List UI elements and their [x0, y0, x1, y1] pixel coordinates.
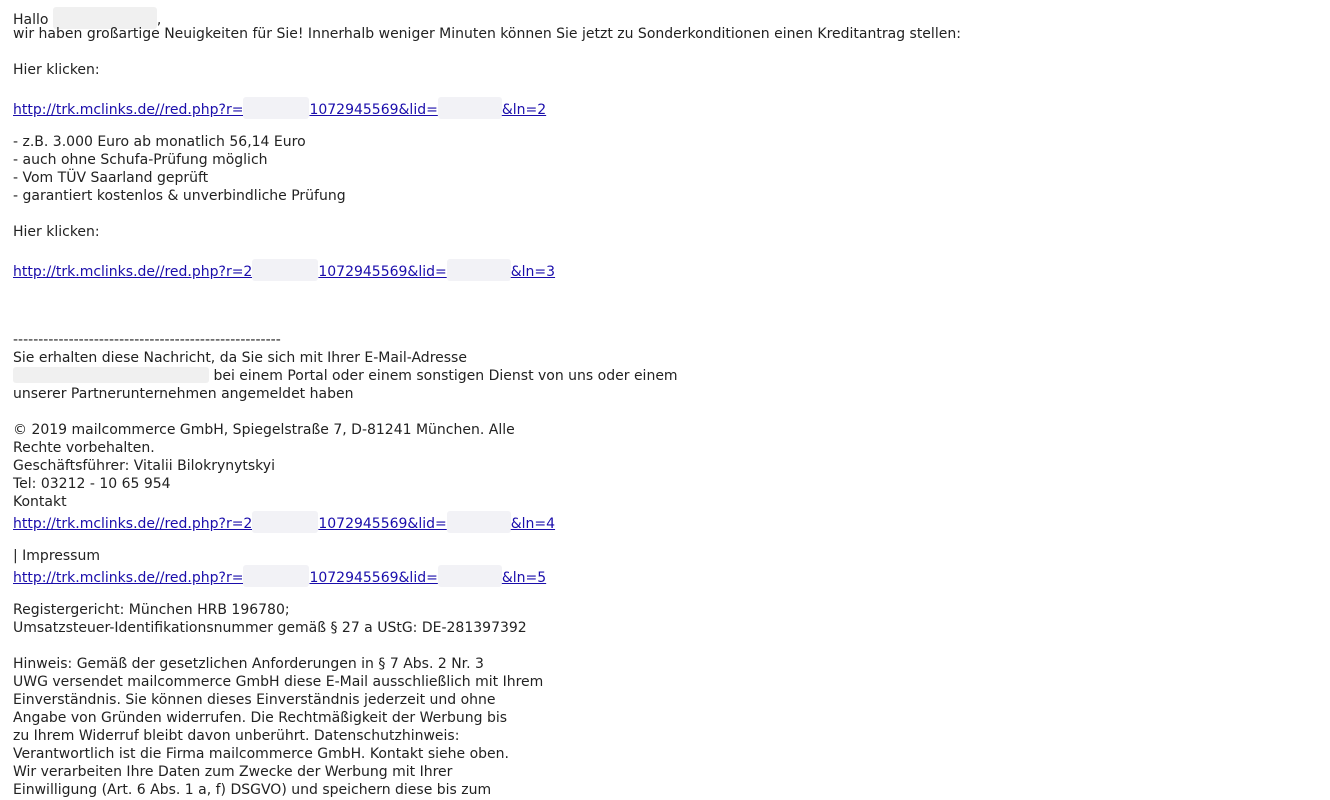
greeting-line: [13, 7, 1313, 28]
offer-link-2-line: [13, 259, 1313, 280]
footer-hint-line: Einverständnis. Sie können dieses Einverständnis jederzeit und ohne: [13, 692, 496, 708]
offer-link-1-part-a[interactable]: http://trk.mclinks.de//red.php?r=: [13, 102, 244, 118]
impressum-link[interactable]: [13, 570, 546, 586]
greeting-comma: ,: [156, 12, 162, 28]
blank-line: [13, 43, 1313, 61]
blank-line: [13, 79, 1313, 97]
footer-vat: Umsatzsteuer-Identifikationsnummer gemäß § 27 a UStG: DE-281397392: [13, 620, 527, 636]
footer-tel: Tel: 03212 - 10 65 954: [13, 476, 171, 492]
footer-hint-line: Angabe von Gründen widerrufen. Die Rechtmäßigkeit der Werbung bis: [13, 710, 508, 726]
footer-notice-1: Sie erhalten diese Nachricht, da Sie sich mit Ihrer E-Mail-Adresse: [13, 350, 467, 366]
offer-link-1[interactable]: [13, 102, 546, 118]
greeting-hello: Hallo: [13, 12, 49, 28]
offer-link-2-part-a[interactable]: http://trk.mclinks.de//red.php?r=2: [13, 264, 253, 280]
redacted-link-segment: [252, 511, 318, 533]
redacted-link-segment: [447, 511, 511, 533]
contact-link-part-c[interactable]: &ln=4: [510, 516, 556, 532]
email-body: [13, 7, 1313, 799]
redacted-link-segment: [252, 259, 318, 281]
contact-link-part-a[interactable]: http://trk.mclinks.de//red.php?r=2: [13, 516, 253, 532]
redacted-link-segment: [438, 565, 502, 587]
click-here-label-2: Hier klicken:: [13, 224, 100, 240]
blank-line: [13, 403, 1313, 421]
contact-link[interactable]: [13, 516, 555, 532]
blank-spacer: [13, 277, 1313, 331]
footer-separator: -----------------------------------------------------: [13, 332, 281, 348]
footer-register: Registergericht: München HRB 196780;: [13, 602, 290, 618]
impressum-link-part-c[interactable]: &ln=5: [501, 570, 547, 586]
footer-notice-3: unserer Partnerunternehmen angemeldet haben: [13, 386, 354, 402]
offer-link-1-line: [13, 97, 1313, 118]
redacted-link-segment: [243, 97, 309, 119]
redacted-link-segment: [447, 259, 511, 281]
redacted-link-segment: [438, 97, 502, 119]
redacted-link-segment: [243, 565, 309, 587]
intro-text: wir haben großartige Neuigkeiten für Sie! Innerhalb weniger Minuten können Sie jetzt zu Sonderkonditionen einen Kreditantrag stellen:: [13, 26, 961, 42]
contact-link-part-b[interactable]: 1072945569&lid=: [318, 516, 447, 532]
impressum-link-part-a[interactable]: http://trk.mclinks.de//red.php?r=: [13, 570, 244, 586]
footer-hint-line: zu Ihrem Widerruf bleibt davon unberührt. Datenschutzhinweis:: [13, 728, 460, 744]
footer-hint-line: Einwilligung (Art. 6 Abs. 1 a, f) DSGVO) und speichern diese bis zum: [13, 782, 492, 798]
blank-line: [13, 637, 1313, 655]
footer-hint-line: Hinweis: Gemäß der gesetzlichen Anforderungen in § 7 Abs. 2 Nr. 3: [13, 656, 484, 672]
offer-link-1-part-c[interactable]: &ln=2: [501, 102, 547, 118]
click-here-label-1: Hier klicken:: [13, 62, 100, 78]
footer-hint-line: Wir verarbeiten Ihre Daten zum Zwecke der Werbung mit Ihrer: [13, 764, 453, 780]
bullet-item: - auch ohne Schufa-Prüfung möglich: [13, 152, 268, 168]
footer-impressum-label: | Impressum: [13, 548, 100, 564]
contact-link-line: [13, 511, 1313, 532]
footer-hint-line: UWG versendet mailcommerce GmbH diese E-Mail ausschließlich mit Ihrem: [13, 674, 544, 690]
footer-hint-line: Verantwortlich ist die Firma mailcommerce GmbH. Kontakt siehe oben.: [13, 746, 509, 762]
bullet-item: - Vom TÜV Saarland geprüft: [13, 170, 209, 186]
offer-link-1-part-b[interactable]: 1072945569&lid=: [309, 102, 438, 118]
impressum-link-line: [13, 565, 1313, 586]
offer-link-2[interactable]: [13, 264, 555, 280]
offer-link-2-part-c[interactable]: &ln=3: [510, 264, 556, 280]
blank-line: [13, 241, 1313, 259]
bullet-item: - garantiert kostenlos & unverbindliche Prüfung: [13, 188, 346, 204]
footer-contact-label: Kontakt: [13, 494, 67, 510]
footer-copyright-2: Rechte vorbehalten.: [13, 440, 155, 456]
footer-copyright-1: © 2019 mailcommerce GmbH, Spiegelstraße 7, D-81241 München. Alle: [13, 422, 515, 438]
offer-link-2-part-b[interactable]: 1072945569&lid=: [318, 264, 447, 280]
blank-line: [13, 205, 1313, 223]
bullet-item: - z.B. 3.000 Euro ab monatlich 56,14 Euro: [13, 134, 306, 150]
redacted-email-address: [13, 367, 209, 383]
footer-notice-2: bei einem Portal oder einem sonstigen Dienst von uns oder einem: [209, 368, 678, 384]
impressum-link-part-b[interactable]: 1072945569&lid=: [309, 570, 438, 586]
footer-notice-2-line: [13, 367, 1313, 385]
footer-ceo: Geschäftsführer: Vitalii Bilokrynytskyi: [13, 458, 275, 474]
